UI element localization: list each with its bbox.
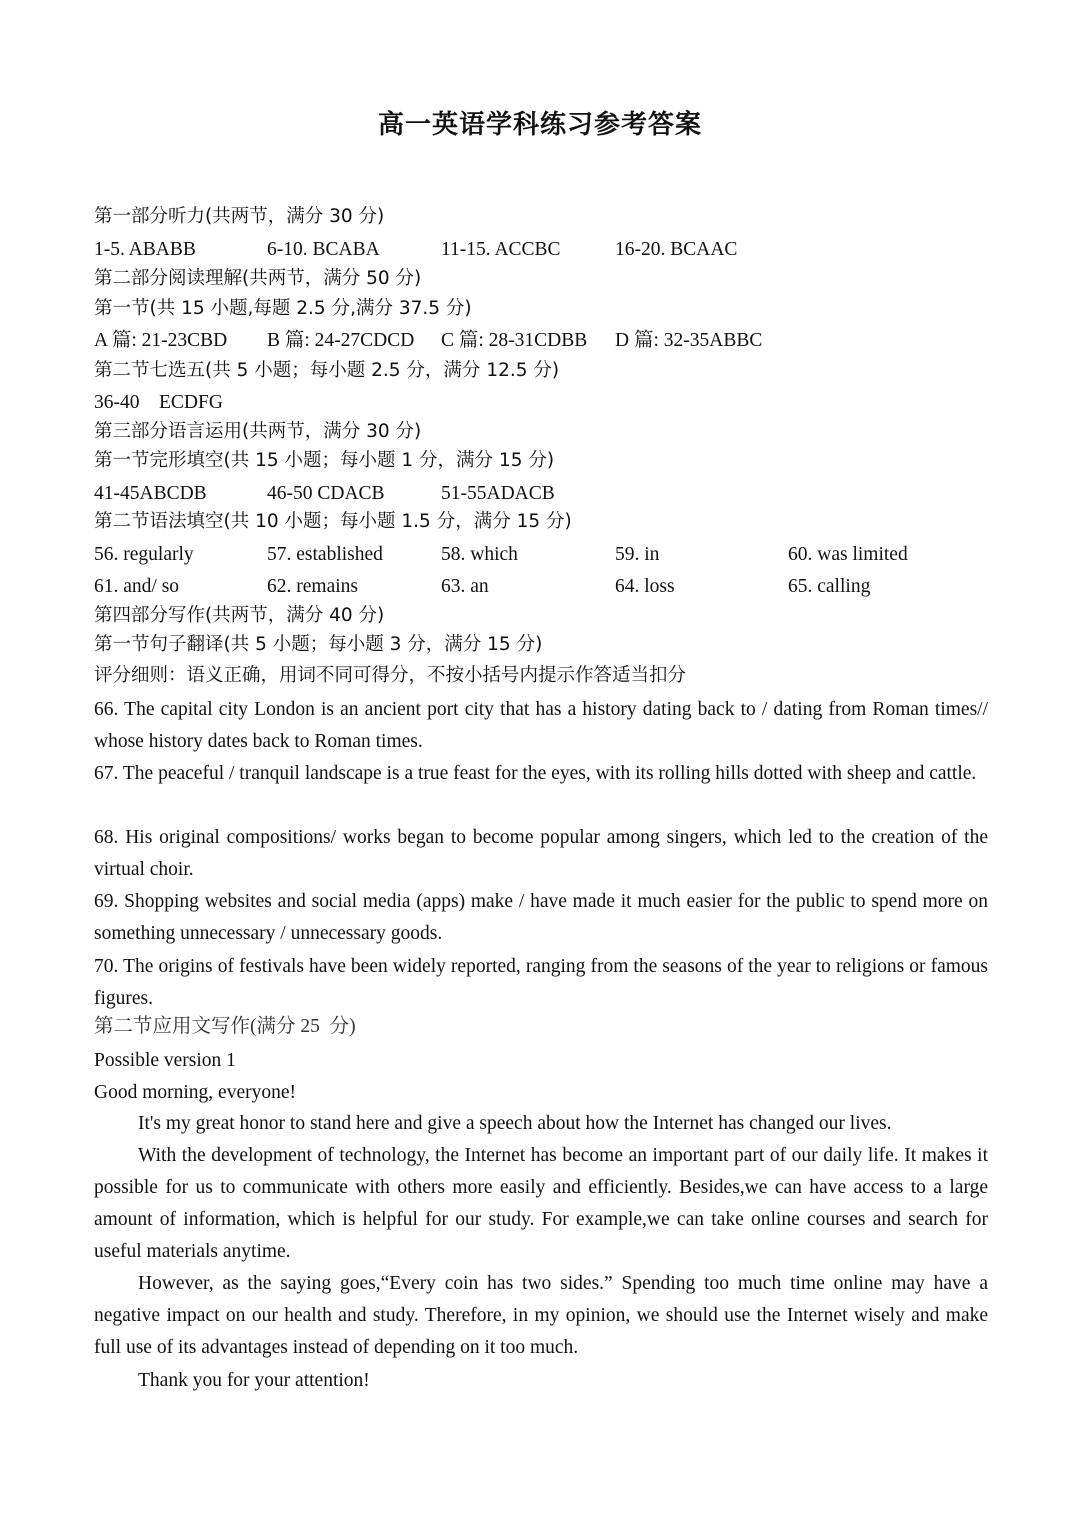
grammar-answer: 64. loss [615,576,675,597]
page-title: 高一英语学科练习参考答案 [377,110,702,140]
grading-note: 评分细则：语义正确，用词不同可得分，不按小括号内提示作答适当扣分 [94,665,687,686]
grammar-answer: 60. was limited [788,544,908,565]
listening-answer: 11-15. ACCBC [441,239,561,260]
language-use-heading: 第三部分语言运用(共两节，满分 30 分) [94,421,422,442]
listening-answer: 6-10. BCABA [267,239,380,260]
version-label: Possible version 1 [94,1050,236,1071]
essay-heading: 第二节应用文写作(满分 25 分) [94,1016,356,1037]
cloze-answer: 46-50 CDACB [267,483,385,504]
translation-answer: 67. The peaceful / tranquil landscape is a true feast for the eyes, with its rolling hills dotted with sheep and cattle. [94,763,977,784]
translation-heading: 第一节句子翻译(共 5 小题；每小题 3 分，满分 15 分) [94,634,543,655]
listening-answer: 16-20. BCAAC [615,239,738,260]
listening-answer: 1-5. ABABB [94,239,196,260]
grammar-answer: 63. an [441,576,489,597]
reading-answer: B 篇: 24-27CDCD [267,330,415,351]
grammar-answer: 65. calling [788,576,871,597]
reading-section1-heading: 第一节(共 15 小题,每题 2.5 分,满分 37.5 分) [94,298,472,319]
reading-section2-heading: 第二节七选五(共 5 小题；每小题 2.5 分，满分 12.5 分) [94,360,560,381]
essay-closing: Thank you for your attention! [138,1370,370,1391]
grammar-answer: 58. which [441,544,518,565]
grammar-answer: 61. and/ so [94,576,180,597]
cloze-heading: 第一节完形填空(共 15 小题；每小题 1 分，满分 15 分) [94,450,555,471]
essay-paragraph: However, as the saying goes,“Every coin has two sides.” Spending too much time online may have a negative impact on our health and study. Therefore, in my opinion, we should use the Internet wisely and make full use of its advantages instead of depending on it too much. [94,1273,988,1358]
grammar-answer: 57. established [267,544,383,565]
reading-heading: 第二部分阅读理解(共两节，满分 50 分) [94,268,422,289]
translation-answer: 66. The capital city London is an ancient port city that has a history dating back to / dating from Roman times// whose history dates back to Roman times. [94,699,988,752]
essay-paragraph: With the development of technology, the Internet has become an important part of our daily life. It makes it possible for us to communicate with others more easily and efficiently. Besides,we can have access to a large amount of information, which is helpful for our study. For example,we can take online courses and search for useful materials anytime. [94,1145,988,1262]
listening-heading: 第一部分听力(共两节，满分 30 分) [94,206,385,227]
grammar-answer: 56. regularly [94,544,194,565]
reading-answer: C 篇: 28-31CDBB [441,330,588,351]
translation-answer: 70. The origins of festivals have been widely reported, ranging from the seasons of the year to religions or famous figures. [94,956,988,1009]
essay-paragraph: It's my great honor to stand here and give a speech about how the Internet has changed our lives. [138,1113,892,1134]
reading-answer: D 篇: 32-35ABBC [615,330,763,351]
grammar-heading: 第二节语法填空(共 10 小题；每小题 1.5 分，满分 15 分) [94,511,572,532]
cloze-answer: 51-55ADACB [441,483,555,504]
cloze-answer: 41-45ABCDB [94,483,207,504]
grammar-answer: 59. in [615,544,660,565]
translation-answer: 69. Shopping websites and social media (apps) make / have made it much easier for the public to spend more on something unnecessary / unnecessary goods. [94,891,988,944]
translation-answer: 68. His original compositions/ works began to become popular among singers, which led to the creation of the virtual choir. [94,827,988,880]
writing-heading: 第四部分写作(共两节，满分 40 分) [94,605,385,626]
reading-section2-answer: 36-40 ECDFG [94,392,223,413]
reading-answer: A 篇: 21-23CBD [94,330,228,351]
grammar-answer: 62. remains [267,576,358,597]
essay-greeting: Good morning, everyone! [94,1082,296,1103]
